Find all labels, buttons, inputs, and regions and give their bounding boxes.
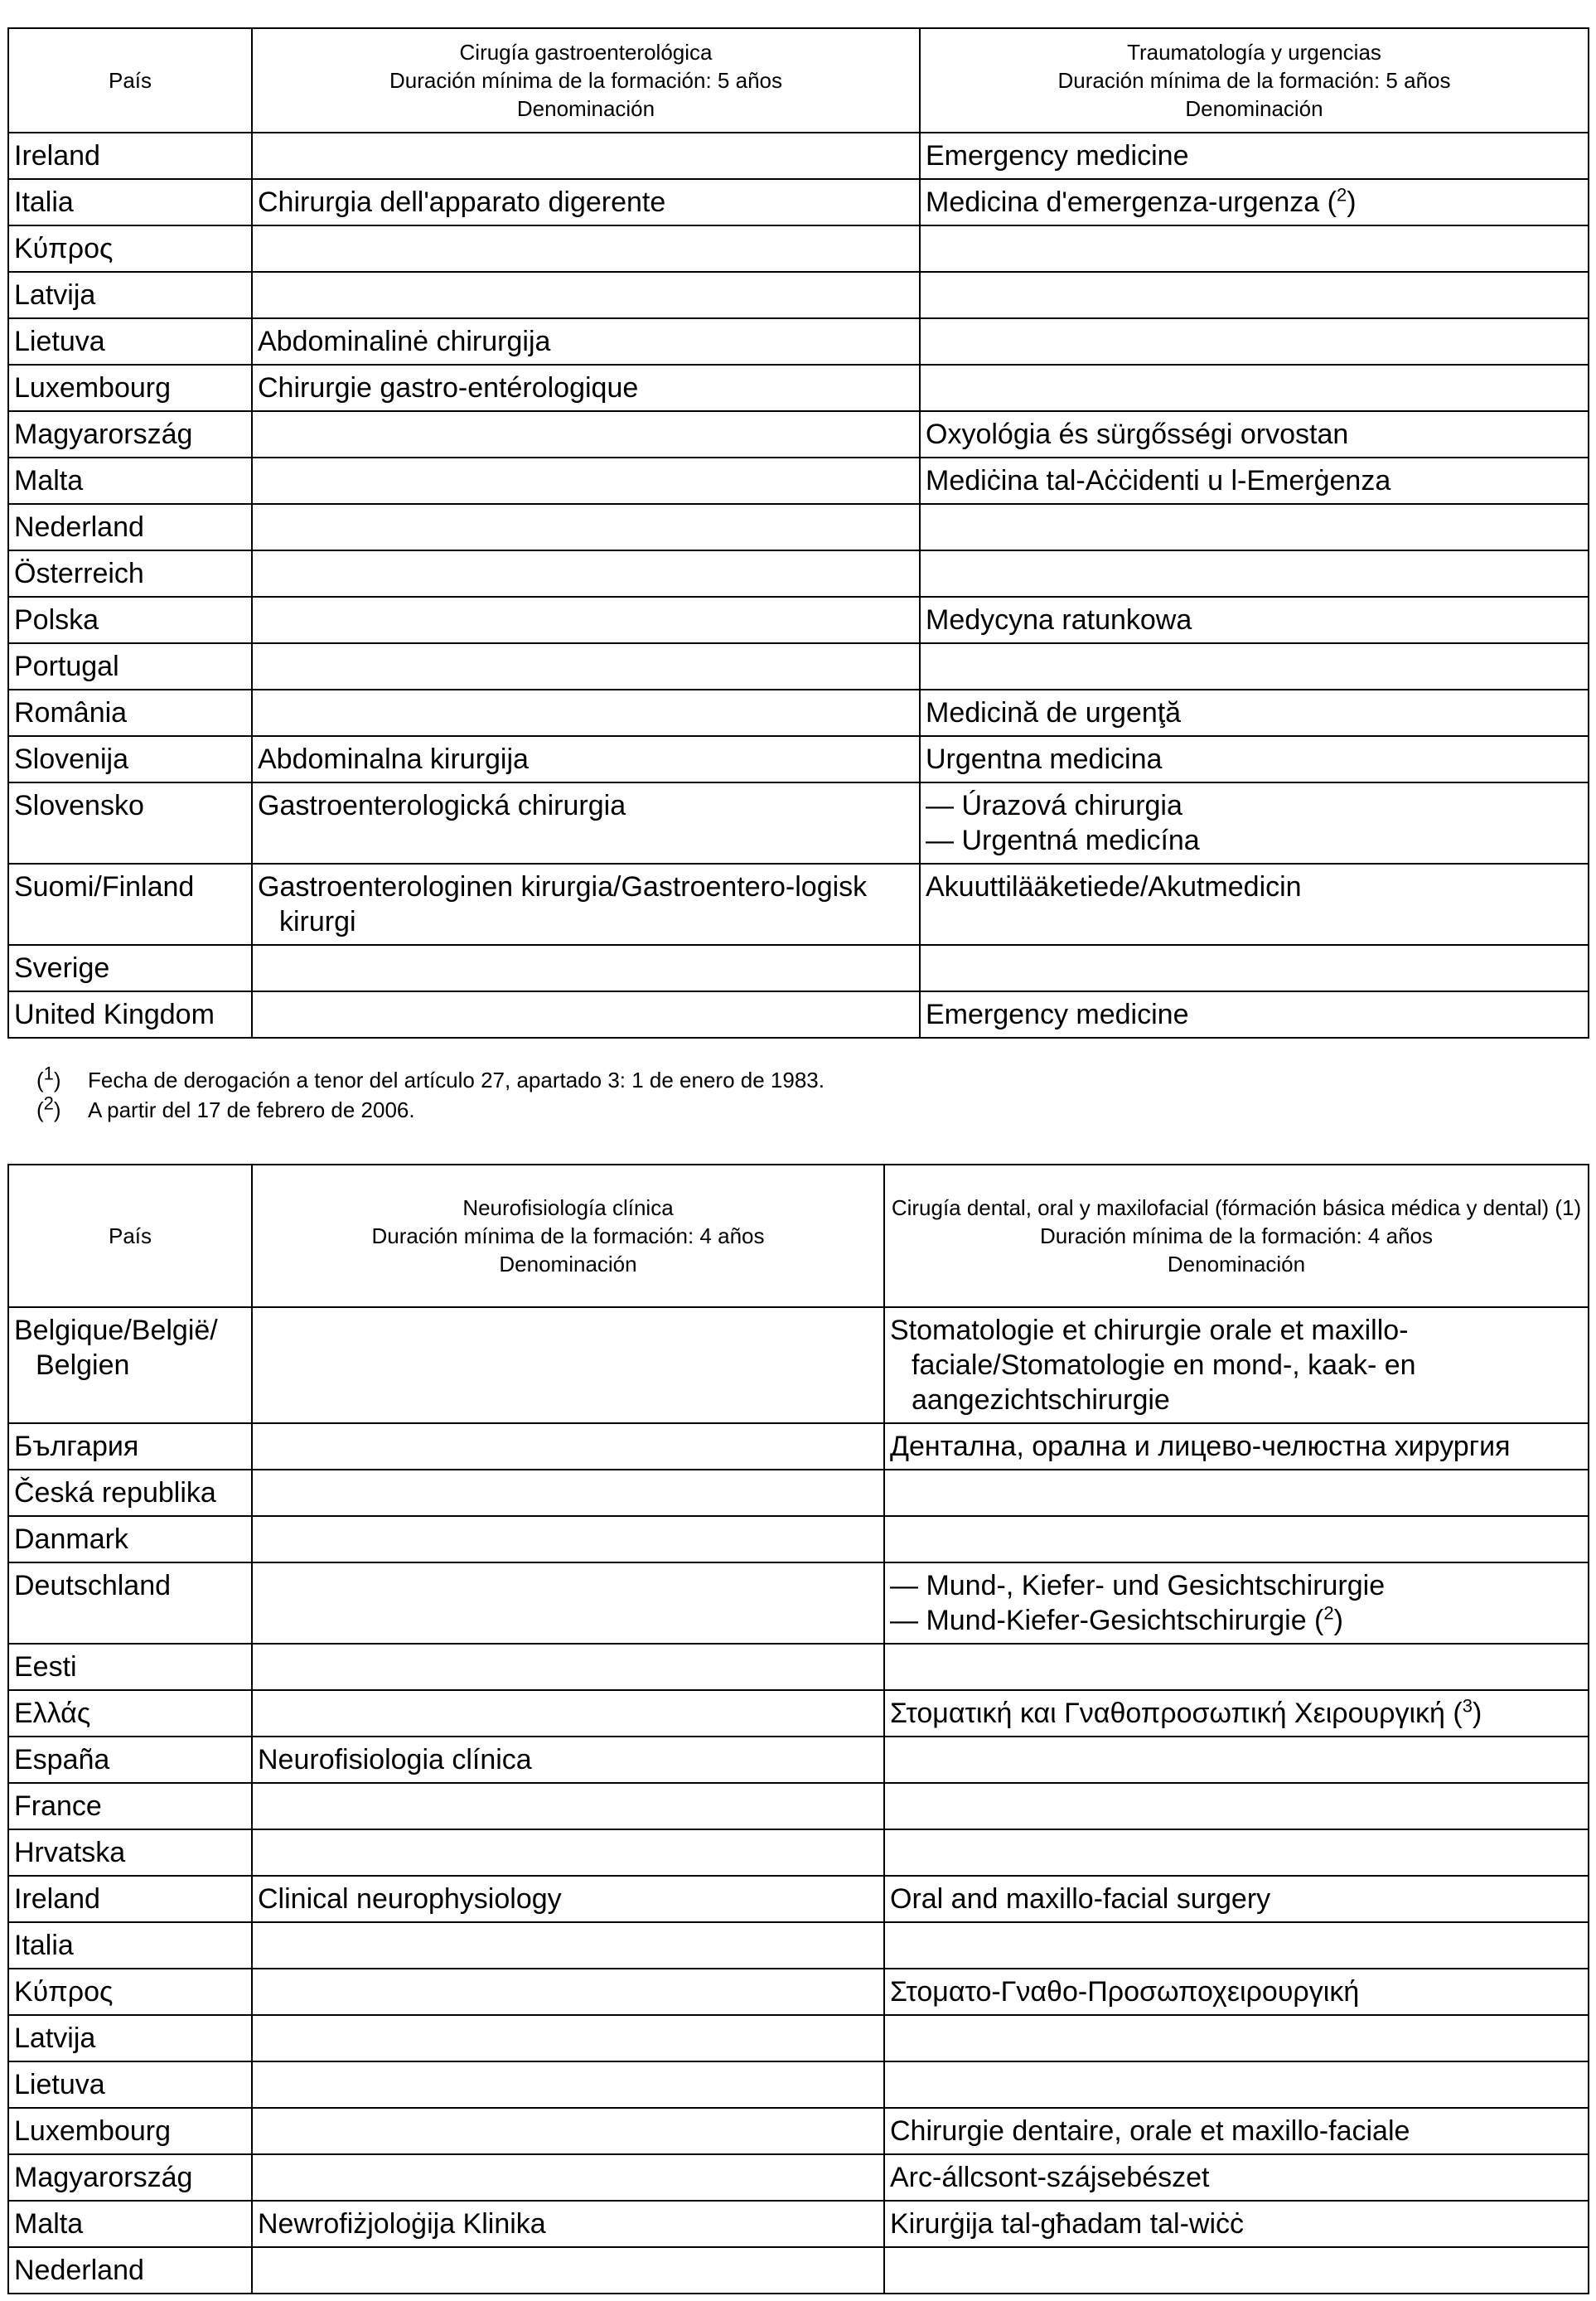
- table-header-row: [8, 1165, 1589, 1307]
- denomination-cell: [884, 1737, 1589, 1783]
- footnote: ($^2$) A partir del 17 de febrero de 2006.: [36, 1092, 415, 1122]
- denomination-cell: [920, 318, 1589, 365]
- denomination-cell: [252, 272, 920, 318]
- denomination-cell: — Mund-, Kiefer- und Gesichtschirurgie — Mund-Kiefer-Gesichtschirurgie ($^2$): [884, 1562, 1589, 1644]
- denomination-cell: [252, 643, 920, 690]
- denomination-cell: Medicină de urgenţă: [920, 690, 1589, 736]
- header-country: País: [8, 1165, 252, 1307]
- country-cell: Belgique/België/ Belgien: [8, 1307, 252, 1423]
- table-row: [8, 272, 1589, 318]
- country-cell: Malta: [8, 2201, 252, 2247]
- footnotes: [36, 1063, 825, 1126]
- denomination-cell: Oxyológia és sürgősségi orvostan: [920, 411, 1589, 458]
- country-cell: Malta: [8, 458, 252, 504]
- denomination-cell: [252, 1783, 884, 1829]
- country-cell: Sverige: [8, 945, 252, 991]
- denomination-cell: Medicina d'emergenza-urgenza ($^2$): [920, 179, 1589, 225]
- denomination-cell: Akuuttilääketiede/Akutmedicin: [920, 864, 1589, 945]
- denomination-cell: Chirurgia dell'apparato digerente: [252, 179, 920, 225]
- country-cell: Magyarország: [8, 2154, 252, 2201]
- denomination-cell: Medycyna ratunkowa: [920, 597, 1589, 643]
- denomination-cell: [920, 365, 1589, 411]
- country-cell: Lietuva: [8, 2061, 252, 2108]
- table-row: [8, 643, 1589, 690]
- denomination-cell: [252, 2247, 884, 2294]
- denomination-cell: Дентална, орална и лицево-челюстна хирургия: [884, 1423, 1589, 1470]
- denomination-cell: [920, 945, 1589, 991]
- table-row: [8, 225, 1589, 272]
- denomination-cell: [252, 458, 920, 504]
- country-cell: Ελλάς: [8, 1690, 252, 1737]
- denomination-cell: [252, 1829, 884, 1876]
- denomination-cell: [252, 1307, 884, 1423]
- table-row: [8, 1783, 1589, 1829]
- denomination-cell: [252, 597, 920, 643]
- country-cell: United Kingdom: [8, 991, 252, 1038]
- denomination-cell: [252, 504, 920, 550]
- table-row: [8, 736, 1589, 782]
- table-row: [8, 458, 1589, 504]
- table-row: [8, 2061, 1589, 2108]
- denomination-cell: [252, 2154, 884, 2201]
- country-cell: Nederland: [8, 2247, 252, 2294]
- table-row: [8, 365, 1589, 411]
- denomination-cell: Urgentna medicina: [920, 736, 1589, 782]
- table-row: [8, 991, 1589, 1038]
- country-cell: Slovensko: [8, 782, 252, 864]
- denomination-cell: Gastroenterologická chirurgia: [252, 782, 920, 864]
- table-row: [8, 1876, 1589, 1922]
- country-cell: France: [8, 1783, 252, 1829]
- country-cell: Österreich: [8, 550, 252, 597]
- country-cell: România: [8, 690, 252, 736]
- table-row: [8, 2247, 1589, 2294]
- country-cell: Latvija: [8, 272, 252, 318]
- header-country: País: [8, 28, 252, 133]
- header-dental-maxillofacial-surgery: Cirugía dental, oral y maxilofacial (fórmación básica médica y dental) (1) Duración mínima de la formación: 4 años Denominación: [884, 1165, 1589, 1307]
- denomination-cell: [920, 643, 1589, 690]
- country-cell: Luxembourg: [8, 365, 252, 411]
- country-cell: Italia: [8, 1922, 252, 1969]
- denomination-cell: [884, 1829, 1589, 1876]
- denomination-cell: Mediċina tal-Aċċidenti u l-Emerġenza: [920, 458, 1589, 504]
- table-row: [8, 2108, 1589, 2154]
- denomination-cell: Kirurġija tal-għadam tal-wiċċ: [884, 2201, 1589, 2247]
- denomination-cell: [252, 411, 920, 458]
- denomination-cell: [252, 1690, 884, 1737]
- denomination-cell: Στοματική και Γναθοπροσωπική Χειρουργική ($^3$): [884, 1690, 1589, 1737]
- table-row: [8, 133, 1589, 179]
- country-cell: България: [8, 1423, 252, 1470]
- denomination-cell: Emergency medicine: [920, 991, 1589, 1038]
- denomination-cell: [252, 945, 920, 991]
- country-cell: Česká republika: [8, 1470, 252, 1516]
- denomination-cell: Clinical neurophysiology: [252, 1876, 884, 1922]
- country-cell: Danmark: [8, 1516, 252, 1562]
- country-cell: Luxembourg: [8, 2108, 252, 2154]
- denomination-cell: [252, 2015, 884, 2061]
- denomination-cell: [252, 1470, 884, 1516]
- denomination-cell: [252, 550, 920, 597]
- country-cell: Ireland: [8, 1876, 252, 1922]
- denomination-cell: [884, 1644, 1589, 1690]
- denomination-cell: [252, 991, 920, 1038]
- table-row: [8, 1516, 1589, 1562]
- denomination-cell: Emergency medicine: [920, 133, 1589, 179]
- denomination-cell: [252, 1644, 884, 1690]
- table-row: [8, 864, 1589, 945]
- denomination-cell: Στοματο-Γναθο-Προσωποχειρουργική: [884, 1969, 1589, 2015]
- table-row: [8, 1307, 1589, 1423]
- denomination-cell: Oral and maxillo-facial surgery: [884, 1876, 1589, 1922]
- specialty-table-neuro-dental: [7, 1164, 1589, 2294]
- table-row: [8, 690, 1589, 736]
- country-cell: Ireland: [8, 133, 252, 179]
- table-row: [8, 1562, 1589, 1644]
- denomination-cell: Gastroenterologinen kirurgia/Gastroentero-logisk kirurgi: [252, 864, 920, 945]
- specialty-table-gastro-emergency: [7, 27, 1589, 1039]
- country-cell: Suomi/Finland: [8, 864, 252, 945]
- country-cell: Slovenija: [8, 736, 252, 782]
- table-row: [8, 2201, 1589, 2247]
- country-cell: Latvija: [8, 2015, 252, 2061]
- denomination-cell: [884, 1783, 1589, 1829]
- table-row: [8, 550, 1589, 597]
- table-header-row: [8, 28, 1589, 133]
- table-row: [8, 318, 1589, 365]
- header-gastro-surgery: Cirugía gastroenterológica Duración mínima de la formación: 5 años Denominación: [252, 28, 920, 133]
- table-row: [8, 411, 1589, 458]
- denomination-cell: [884, 2247, 1589, 2294]
- country-cell: Eesti: [8, 1644, 252, 1690]
- denomination-cell: Chirurgie gastro-entérologique: [252, 365, 920, 411]
- denomination-cell: [252, 690, 920, 736]
- country-cell: Nederland: [8, 504, 252, 550]
- table-row: [8, 1737, 1589, 1783]
- denomination-cell: Abdominalna kirurgija: [252, 736, 920, 782]
- denomination-cell: [920, 272, 1589, 318]
- country-cell: Portugal: [8, 643, 252, 690]
- denomination-cell: Arc-állcsont-szájsebészet: [884, 2154, 1589, 2201]
- denomination-cell: — Úrazová chirurgia — Urgentná medicína: [920, 782, 1589, 864]
- denomination-cell: [252, 1562, 884, 1644]
- table-row: [8, 1644, 1589, 1690]
- denomination-cell: [884, 1516, 1589, 1562]
- denomination-cell: Abdominalinė chirurgija: [252, 318, 920, 365]
- table-row: [8, 1690, 1589, 1737]
- denomination-cell: [884, 2015, 1589, 2061]
- table-row: [8, 782, 1589, 864]
- denomination-cell: [920, 225, 1589, 272]
- denomination-cell: [252, 1423, 884, 1470]
- table-row: [8, 504, 1589, 550]
- denomination-cell: Stomatologie et chirurgie orale et maxillo-faciale/Stomatologie en mond-, kaak- en aangezichtschirurgie: [884, 1307, 1589, 1423]
- denomination-cell: Neurofisiologia clínica: [252, 1737, 884, 1783]
- table-row: [8, 1423, 1589, 1470]
- header-emergency-medicine: Traumatología y urgencias Duración mínima de la formación: 5 años Denominación: [920, 28, 1589, 133]
- denomination-cell: [884, 1922, 1589, 1969]
- denomination-cell: [252, 1922, 884, 1969]
- denomination-cell: [884, 2061, 1589, 2108]
- country-cell: Polska: [8, 597, 252, 643]
- country-cell: Lietuva: [8, 318, 252, 365]
- denomination-cell: [884, 1470, 1589, 1516]
- denomination-cell: [252, 1969, 884, 2015]
- table-row: [8, 179, 1589, 225]
- footnote: ($^1$) Fecha de derogación a tenor del artículo 27, apartado 3: 1 de enero de 1983.: [36, 1063, 825, 1092]
- table-row: [8, 1470, 1589, 1516]
- country-cell: Italia: [8, 179, 252, 225]
- country-cell: Hrvatska: [8, 1829, 252, 1876]
- denomination-cell: [252, 133, 920, 179]
- country-cell: Deutschland: [8, 1562, 252, 1644]
- denomination-cell: [252, 1516, 884, 1562]
- denomination-cell: [920, 504, 1589, 550]
- table-row: [8, 1829, 1589, 1876]
- country-cell: Magyarország: [8, 411, 252, 458]
- table-row: [8, 597, 1589, 643]
- table-row: [8, 2015, 1589, 2061]
- denomination-cell: [252, 225, 920, 272]
- denomination-cell: [920, 550, 1589, 597]
- denomination-cell: Newrofiżjoloġija Klinika: [252, 2201, 884, 2247]
- denomination-cell: [252, 2108, 884, 2154]
- country-cell: Κύπρος: [8, 225, 252, 272]
- table-row: [8, 1969, 1589, 2015]
- header-clinical-neurophysiology: Neurofisiología clínica Duración mínima de la formación: 4 años Denominación: [252, 1165, 884, 1307]
- denomination-cell: Chirurgie dentaire, orale et maxillo-faciale: [884, 2108, 1589, 2154]
- country-cell: España: [8, 1737, 252, 1783]
- denomination-cell: [252, 2061, 884, 2108]
- country-cell: Κύπρος: [8, 1969, 252, 2015]
- table-row: [8, 1922, 1589, 1969]
- table-row: [8, 945, 1589, 991]
- table-row: [8, 2154, 1589, 2201]
